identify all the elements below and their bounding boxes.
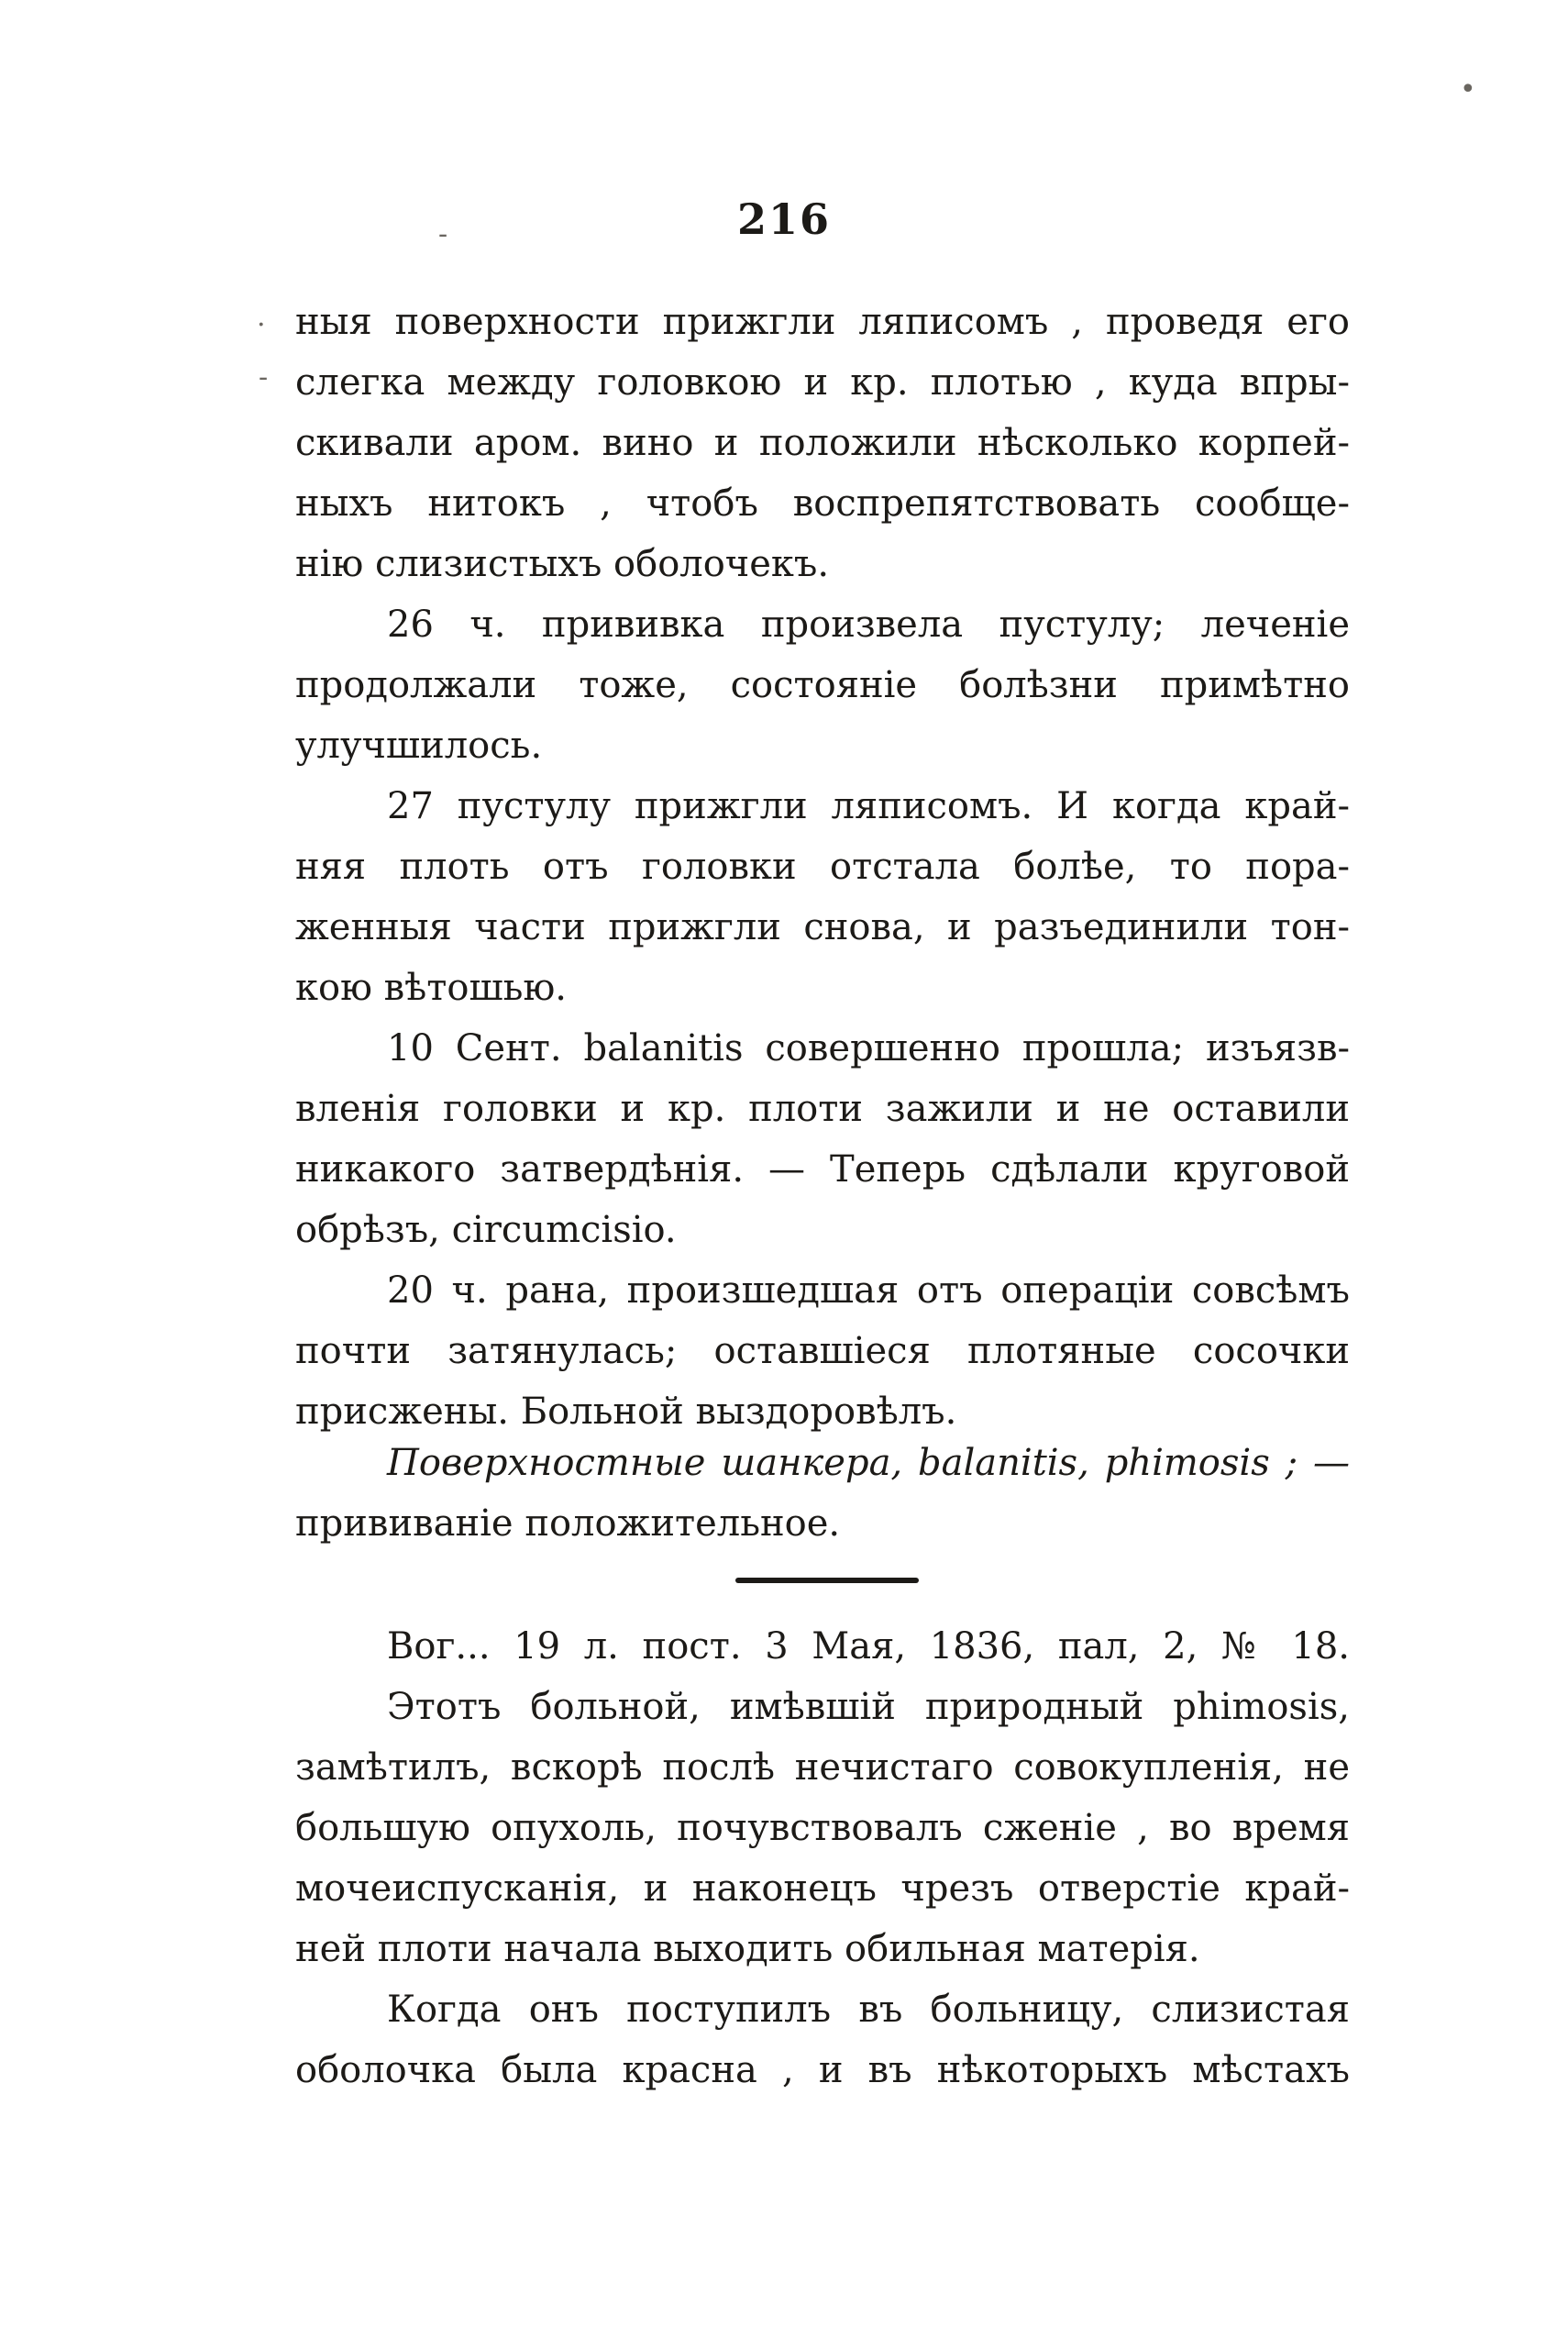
case-summary-text: прививаніе положительное. (295, 1502, 841, 1545)
text-line: няя плоть отъ головки отстала болѣе, то пора- (295, 846, 1350, 888)
text-line: ныхъ нитокъ , чтобъ воспрепятствовать сообще- (295, 482, 1350, 525)
text-line: большую опухоль, почувствовалъ сженіе , во время (295, 1807, 1350, 1849)
text-line: улучшилось. (295, 725, 543, 767)
text-line: кою вѣтошью. (295, 967, 567, 1009)
text-line: женныя части прижгли снова, и разъединили тон- (295, 906, 1350, 948)
text-line: почти затянулась; оставшіеся плотяные сосочки (295, 1330, 1350, 1372)
text-line: оболочка была красна , и въ нѣкоторыхъ мѣстахъ (295, 2049, 1350, 2091)
text-line: Этотъ больной, имѣвшій природный phimosis, (387, 1686, 1350, 1728)
text-line: мочеиспусканія, и наконецъ чрезъ отверстіе край- (295, 1867, 1350, 1910)
text-line: обрѣзъ, circumcisio. (295, 1209, 677, 1251)
section-separator (735, 1578, 919, 1583)
text-line: слегка между головкою и кр. плотью , куда впры- (295, 361, 1350, 404)
body-text-block (295, 292, 1350, 1442)
case-summary-heading: Поверхностные шанкера, balanitis, phimosis ; — (387, 1442, 1350, 1484)
stray-dash-mark: - (259, 361, 269, 393)
text-line: вленія головки и кр. плоти зажили и не оставили (295, 1088, 1350, 1130)
text-line: 27 пустулу прижгли ляписомъ. И когда край- (387, 785, 1350, 827)
text-line: скивали аром. вино и положили нѣсколько корпей- (295, 422, 1350, 464)
text-line: продолжали тоже, состояніе болѣзни примѣтно (295, 664, 1350, 706)
case-summary-block (295, 1433, 1350, 1554)
page-number: 216 (736, 194, 832, 244)
text-line: 26 ч. прививка произвела пустулу; леченіе (387, 604, 1350, 646)
text-line: ней плоти начала выходить обильная матерія. (295, 1928, 1200, 1970)
text-line: нію слизистыхъ оболочекъ. (295, 543, 830, 585)
case-description-block (295, 1616, 1350, 2100)
text-line: 10 Сент. balanitis совершенно прошла; изъязв- (387, 1027, 1350, 1069)
text-line: присжены. Больной выздоровѣлъ. (295, 1391, 957, 1433)
text-line: ныя поверхности прижгли ляписомъ , проведя его (295, 301, 1350, 343)
text-line: 20 ч. рана, произшедшая отъ операціи совсѣмъ (387, 1269, 1350, 1312)
text-line: замѣтилъ, вскорѣ послѣ нечистаго совокупленія, не (295, 1746, 1350, 1789)
stray-dash-mark: - (438, 218, 448, 250)
stray-dot-mark: . (257, 301, 266, 333)
text-line: Когда онъ поступилъ въ больницу, слизистая (387, 1989, 1350, 2031)
case-header-line: Вог... 19 л. пост. 3 Мая, 1836, пал, 2, № 18. (387, 1625, 1350, 1668)
stray-dot-mark: • (1460, 73, 1476, 105)
text-line: никакого затвердѣнія. — Теперь сдѣлали круговой (295, 1148, 1350, 1191)
